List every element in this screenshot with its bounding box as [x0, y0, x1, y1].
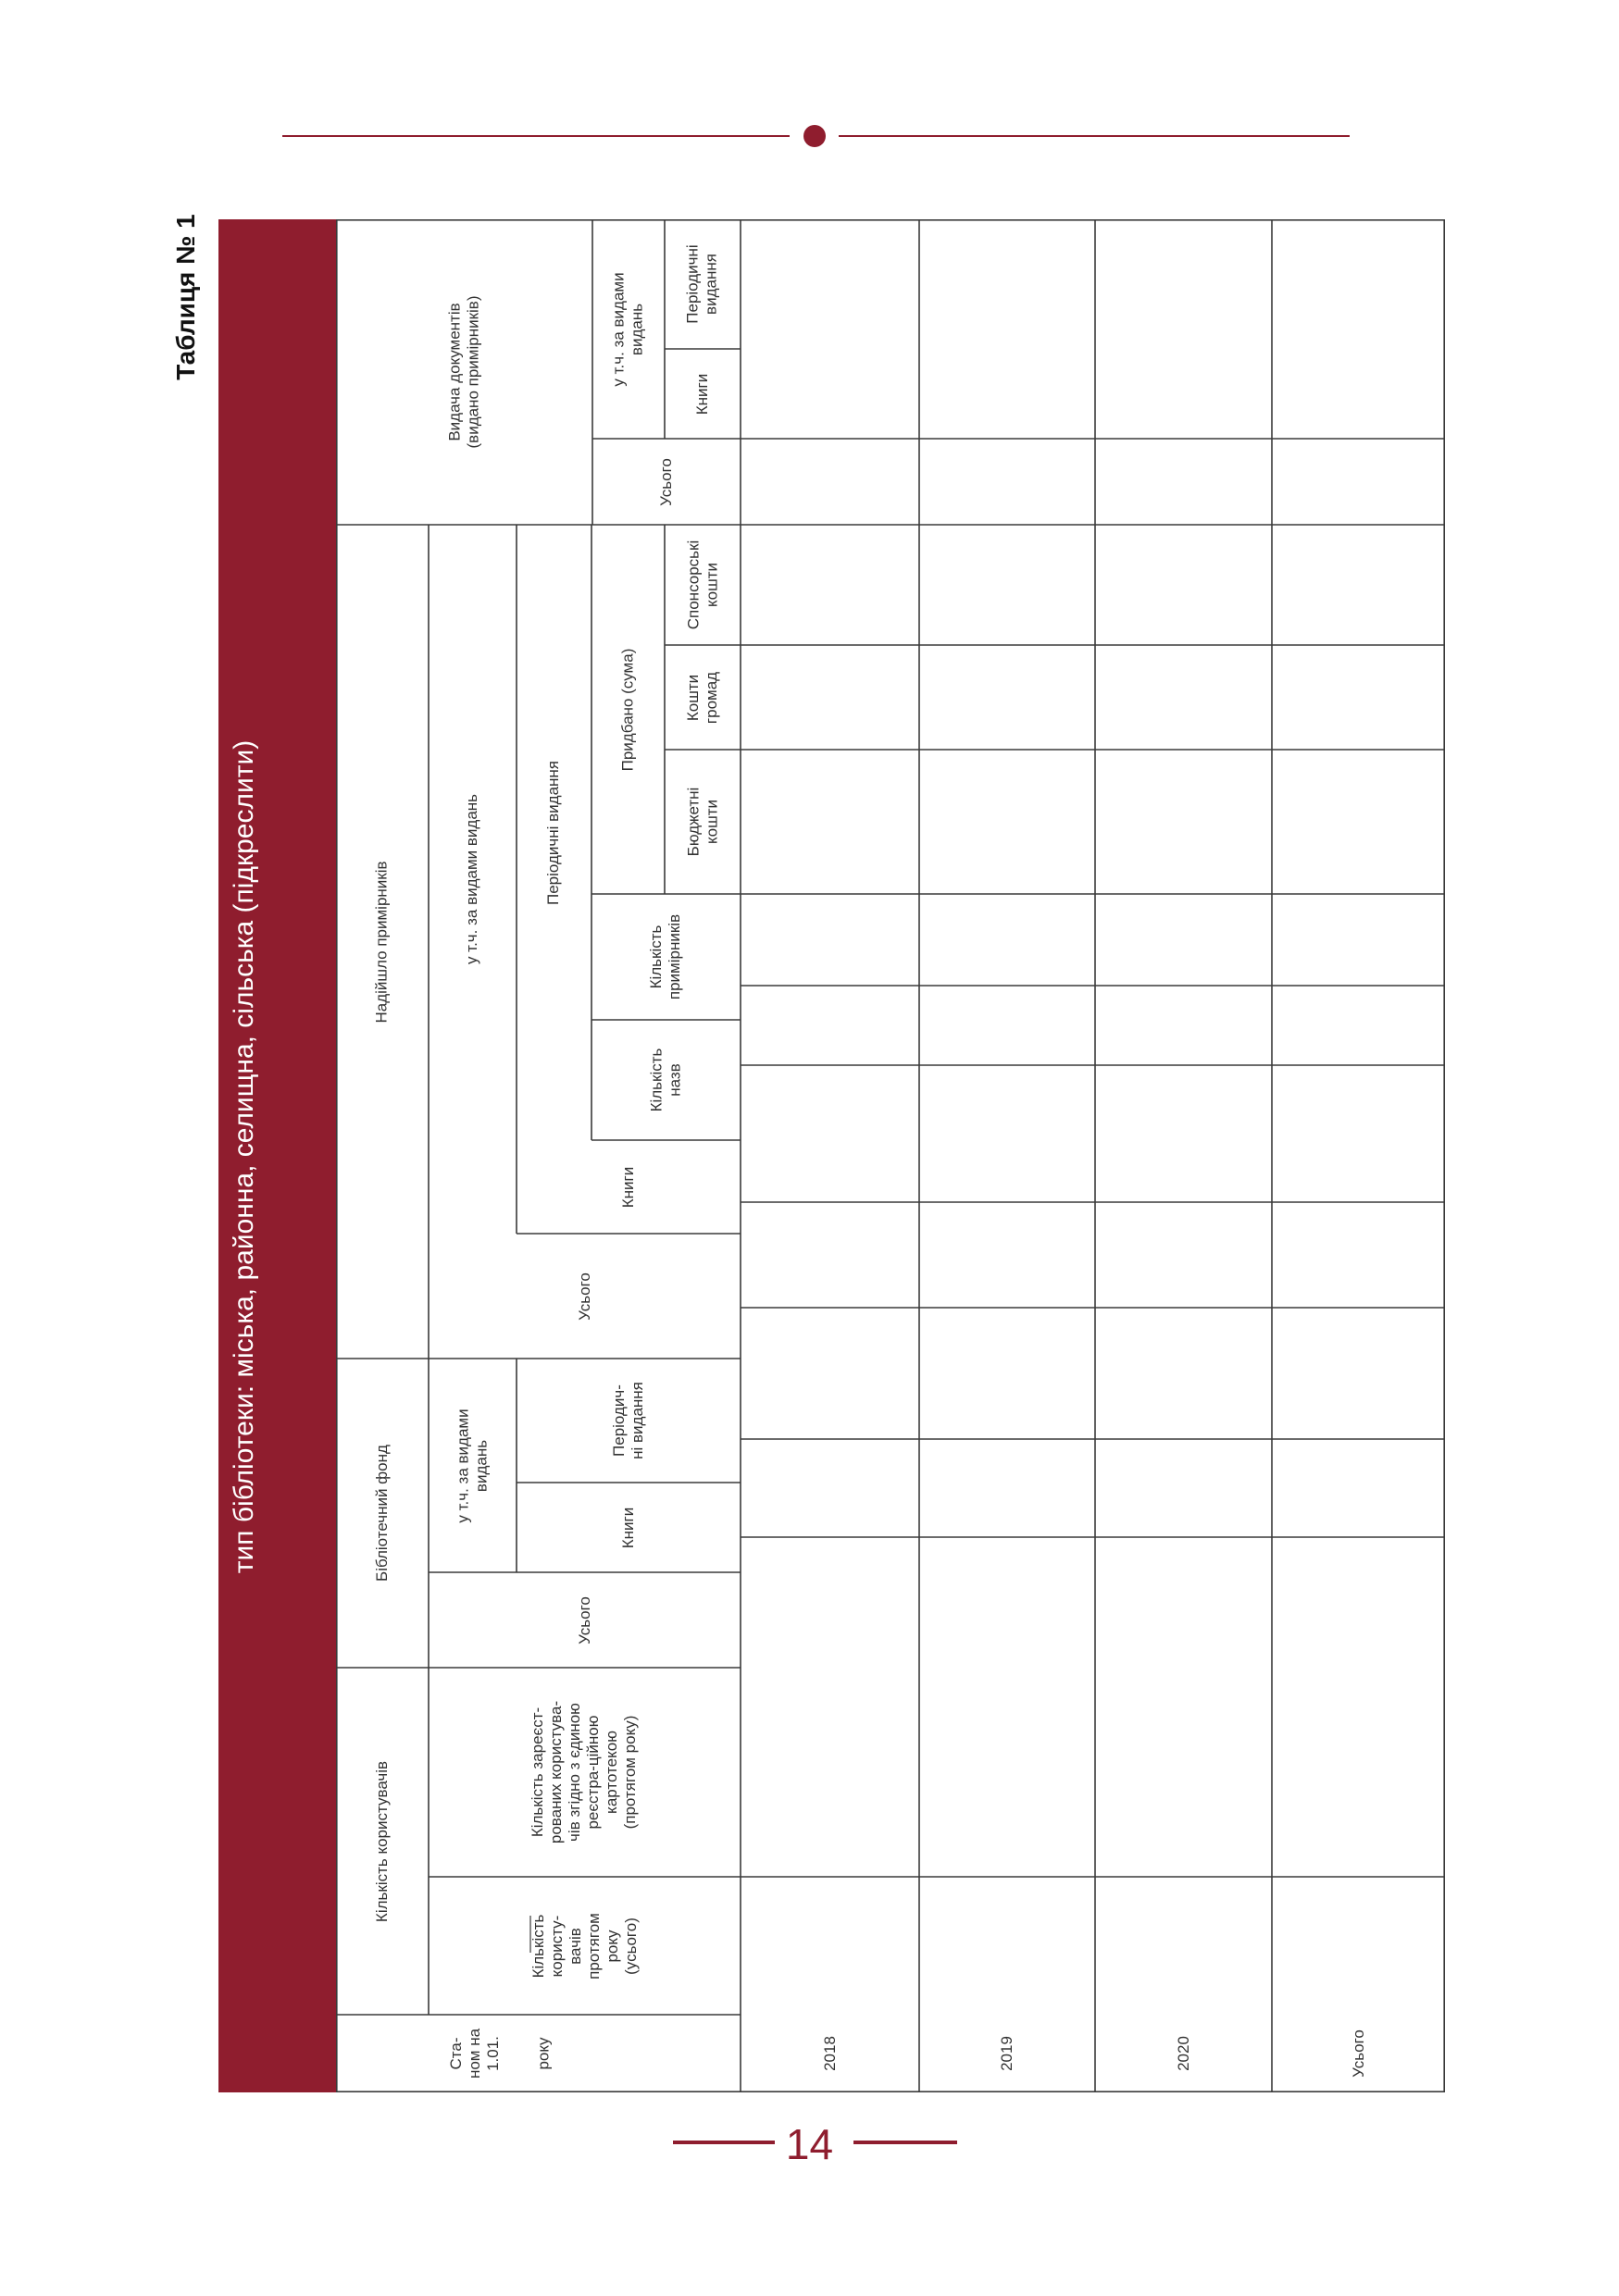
page-number: 14: [785, 2120, 834, 2168]
row-label-2020: 2020: [1174, 2036, 1192, 2071]
header-received-total: Усього: [575, 1272, 593, 1321]
table-label: Таблиця № 1: [171, 214, 200, 380]
header-received-by-type: у т.ч. за видами видань: [463, 793, 481, 965]
indicators-table: [336, 219, 1445, 2092]
bottom-rule-right: [853, 2141, 957, 2144]
row-label-2019: 2019: [997, 2036, 1015, 2071]
header-issued-periodicals: Періодичні видання: [684, 244, 720, 324]
header-issued-total: Усього: [656, 457, 675, 506]
top-rule-right: [839, 135, 1350, 137]
header-issued-by-type: у т.ч. за видами видань: [610, 271, 646, 387]
row-label-total: Усього: [1349, 2029, 1367, 2078]
header-fund-by-type: у т.ч. за видами видань: [454, 1408, 491, 1523]
header-purchased: Придбано (сума): [618, 648, 637, 771]
header-users-group: Кількість користувачів: [373, 1760, 392, 1922]
header-fund-periodicals: Періодич- ні видання: [610, 1382, 646, 1459]
header-received-periodicals: Періодичні видання: [544, 760, 563, 905]
header-received-books: Книги: [618, 1166, 637, 1208]
header-copies-count: Кількість примірників: [647, 913, 684, 1000]
header-sponsor-funds: Спонсорські кошти: [684, 540, 720, 630]
page-title: КІЛЬКІСНІ ПОКАЗНИКИ БІБЛІОТЕКИ ДЛЯ ДІТЕЙ: [138, 789, 173, 1528]
header-fund-group: Бібліотечний фонд: [373, 1445, 392, 1582]
top-rule-left: [282, 135, 790, 137]
header-issued-group: Видача документів (видано примірників): [445, 295, 482, 449]
header-community-funds: Кошти громад: [683, 671, 720, 724]
header-fund-books: Книги: [618, 1507, 637, 1548]
header-received-group: Надійшло примірників: [373, 860, 391, 1024]
header-date-top: Ста- ном на 1.01.: [446, 2028, 502, 2079]
header-issued-books: Книги: [692, 373, 711, 415]
header-date-bottom: року: [534, 2037, 553, 2070]
top-rule-dot: [803, 125, 826, 147]
row-label-2018: 2018: [820, 2036, 839, 2071]
header-titles-count: Кількість назв: [647, 1048, 684, 1112]
header-users-registered: Кількість зареєст- рованих користува- чів згідно з єдиною реєстра-ційною картотекою (протягом року): [529, 1700, 640, 1844]
header-users-total: Кількість користу- вачів протягом року (усього): [529, 1912, 640, 1980]
page-subtitle: тип бібліотеки: міська, районна, селищна, сільська (підкреслити): [229, 739, 259, 1574]
header-budget-funds: Бюджетні кошти: [683, 787, 720, 857]
header-fund-total: Усього: [575, 1595, 593, 1644]
